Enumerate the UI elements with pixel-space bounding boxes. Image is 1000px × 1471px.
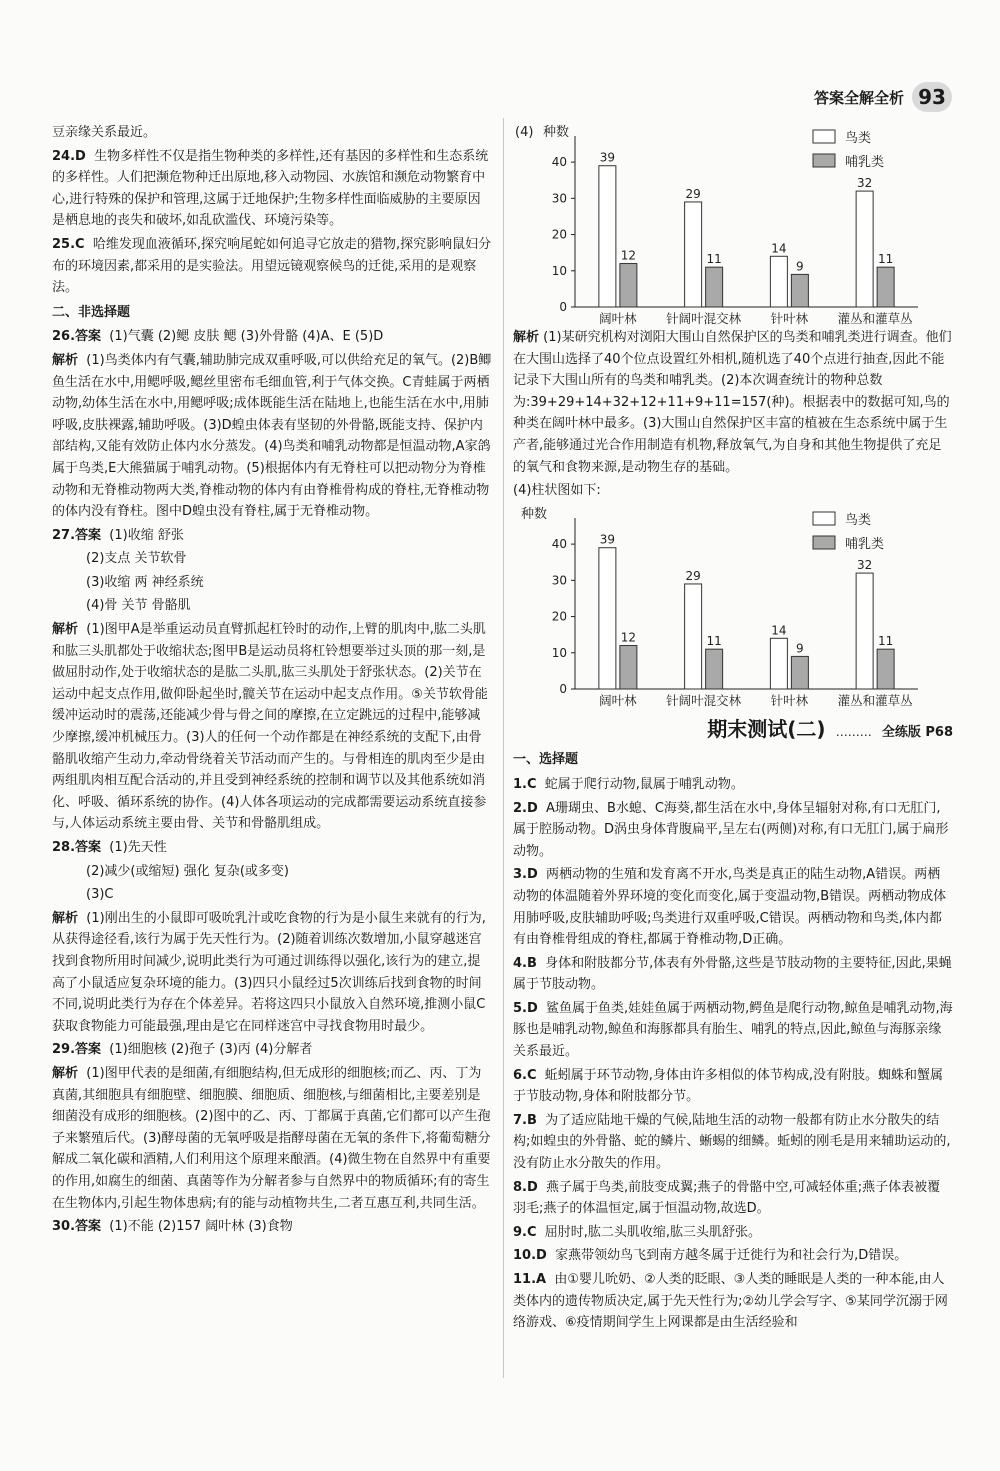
text-line: (2)支点 关节软骨 — [86, 551, 187, 567]
answer-item — [52, 350, 492, 523]
bar-birds — [770, 638, 787, 689]
answer-item — [52, 326, 492, 348]
answer-item — [52, 146, 492, 232]
item-label: 1.C — [513, 776, 537, 792]
x-tick-label: 阔叶林 — [599, 311, 637, 326]
exam-title-text: 期末测试(二) — [707, 716, 826, 741]
text-line: (2)减少(或缩短) 强化 复杂(或多变) — [86, 863, 289, 879]
answer-item — [513, 1222, 953, 1244]
data-label: 29 — [685, 186, 701, 201]
x-tick-label: 灌丛和灌草丛 — [837, 692, 913, 708]
data-label: 12 — [620, 248, 637, 263]
item-label: 9.C — [513, 1224, 537, 1240]
item-label: 2.D — [513, 800, 538, 816]
y-tick-label: 0 — [559, 300, 567, 314]
answer-item — [513, 1110, 953, 1175]
answer-item — [513, 1177, 953, 1220]
item-text: 家燕带领幼鸟飞到南方越冬属于迁徙行为和社会行为,D错误。 — [555, 1248, 908, 1264]
item-label: 29.答案 — [52, 1042, 102, 1058]
item-text: (1)收缩 舒张 — [109, 527, 184, 543]
bar-mammals — [620, 264, 637, 307]
y-tick-label: 10 — [551, 645, 567, 660]
item-label: 解析 — [52, 1065, 79, 1081]
data-label: 11 — [706, 633, 722, 648]
right-column — [513, 122, 953, 1336]
bar-mammals — [706, 267, 723, 307]
bar-mammals — [706, 649, 723, 689]
text-line: (3)收缩 两 神经系统 — [86, 574, 204, 590]
bar-mammals — [791, 656, 808, 689]
item-text: 两栖动物的生殖和发育离不开水,鸟类是真正的陆生动物,A错误。两栖动物的体温随着外界环境的变化而变化,属于变温动物,B错误。两栖动物成体用肺呼吸,皮肤辅助呼吸;鸟类进行双重呼吸,C错误。两栖动物和鸟类,体内都有由脊椎骨组成的脊柱,都属于脊椎动物,D正确。 — [513, 867, 947, 948]
bar-mammals — [791, 274, 808, 307]
item-label: 3.D — [513, 867, 538, 883]
data-label: 14 — [771, 623, 787, 638]
item-text: 由①婴儿吮奶、②人类的眨眼、③人类的睡眠是人类的一种本能,由人类体内的遗传物质决定,属于先天性行为;②幼儿学会写字、⑤某同学沉溺于网络游戏、⑥疫情期间学生上网课都是由生活经验和 — [513, 1272, 948, 1331]
data-label: 11 — [706, 252, 722, 267]
answer-item — [52, 1063, 492, 1214]
exam-title — [513, 716, 953, 744]
answer-item — [513, 953, 953, 996]
answer-item — [52, 837, 492, 859]
item-text: 身体和附肢都分节,体表有外骨骼,这些是节肢动物的主要特征,因此,果蝇属于节肢动物。 — [513, 955, 952, 993]
item-label: 27.答案 — [52, 527, 102, 543]
x-tick-label: 针叶林 — [770, 311, 809, 326]
column-divider — [503, 118, 504, 1378]
item-label: 解析 — [52, 910, 79, 926]
item-label: 6.C — [513, 1067, 537, 1083]
answer-item — [513, 1245, 953, 1267]
legend-label: 鸟类 — [845, 131, 872, 146]
item-text: (1)刚出生的小鼠即可吸吮乳汁或吃食物的行为是小鼠生来就有的行为,从获得途径看,该行为属于先天性行为。(2)随着训练次数增加,小鼠穿越迷宫找到食物所用时间减少,说明此类行为可通过训练得以强化,该行为的建立,提高了小鼠适应复杂环境的能力。(3)四只小鼠经过5次训练后找到食物的时间不同,说明此类行为存在个体差异。若将这四只小鼠放入自然环境,推测小鼠C获取食物能力可能最强,理由是它在同样迷宫中寻找食物用时最少。 — [52, 910, 486, 1034]
answer-item — [52, 1216, 492, 1238]
data-label: 32 — [856, 176, 873, 191]
data-label: 11 — [877, 633, 894, 648]
data-label: 32 — [856, 557, 873, 572]
item-text: 生物多样性不仅是指生物种类的多样性,还有基因的多样性和生态系统的多样性。人们把濒危物种迁出原地,移入动物园、水族馆和濒危动物繁育中心,进行特殊的保护和管理,这属于迁地保护;生物多样性面临威胁的主要原因是栖息地的丧失和破坏,如乱砍滥伐、环境污染等。 — [52, 148, 489, 229]
answer-item — [52, 234, 492, 299]
answer-item — [513, 774, 953, 796]
item-label: 8.D — [513, 1179, 538, 1195]
text-line: (4)骨 关节 骨骼肌 — [86, 598, 191, 614]
bar-birds — [685, 202, 702, 307]
header-title: 答案全解全析 — [813, 88, 904, 107]
item-text: (1)气囊 (2)鳃 皮肤 鳃 (3)外骨骼 (4)A、E (5)D — [109, 329, 384, 345]
analysis-30 — [513, 327, 953, 478]
item-text: 蚯蚓属于环节动物,身体由许多相似的体节构成,没有附肢。蜘蛛和蟹属于节肢动物,身体和附肢都分节。 — [513, 1067, 944, 1105]
item-label: 4.B — [513, 955, 537, 971]
exam-title-dots: ……… — [835, 724, 872, 739]
bar-birds — [770, 256, 787, 307]
bar-mammals — [877, 267, 894, 307]
data-label: 9 — [796, 259, 804, 274]
answer-item — [513, 798, 953, 863]
y-tick-label: 0 — [559, 681, 567, 696]
right-items — [513, 749, 953, 1333]
answer-item — [513, 1065, 953, 1108]
page-number: 93 — [912, 82, 952, 112]
item-label: 解析 — [52, 622, 79, 638]
item-label: 解析 — [52, 352, 79, 368]
legend-swatch — [813, 536, 835, 549]
text-line: (3)C — [86, 887, 114, 903]
bar-birds — [856, 573, 873, 689]
chart-prefix: (4) — [515, 125, 534, 140]
bar-chart-1-svg — [513, 122, 953, 327]
answer-item — [513, 998, 953, 1063]
item-text: (1)图甲A是举重运动员直臂抓起杠铃时的动作,上臂的肌肉中,肱二头肌和肱三头肌都处于收缩状态;图甲B是运动员将杠铃想要举过头顶的那一刻,是做屈肘动作,处于收缩状态的是肱二头肌,肱三头肌处于舒张状态。(2)关节在运动中起支点作用,做仰卧起坐时,髋关节在运动中起支点作用。⑤关节软骨能缓冲运动时的震荡,还能减少骨与骨之间的摩擦,在立定跳远的过程中,能够减少摩擦,缓冲机械压力。(3)人的任何一个动作都是在神经系统的支配下,由骨骼肌收缩产生动力,牵动骨绕着关节活动而产生的。与骨相连的肌肉至少是由两组肌肉相互配合活动的,并且受到神经系统的控制和调节以及其他系统如消化、呼吸、循环系统的协作。(4)人体各项运动的完成都需要运动系统直接参与,人体运动系统主要由骨、关节和骨骼肌组成。 — [52, 622, 488, 832]
x-tick-label: 针叶林 — [770, 692, 809, 708]
exam-title-ref: 全练版 P68 — [881, 724, 953, 740]
section-heading: 一、选择题 — [513, 752, 579, 768]
answer-item — [52, 525, 492, 547]
item-label: 25.C — [52, 236, 85, 252]
x-tick-label: 灌丛和灌草丛 — [837, 311, 913, 326]
text-line: 豆亲缘关系最近。 — [52, 125, 157, 140]
section-heading: 二、非选择题 — [52, 304, 131, 320]
x-tick-label: 针阔叶混交林 — [666, 311, 742, 326]
data-label: 14 — [771, 241, 787, 256]
data-label: 39 — [599, 532, 616, 547]
legend-swatch — [813, 130, 835, 143]
legend-swatch — [813, 154, 835, 167]
data-label: 9 — [796, 641, 804, 656]
y-tick-label: 10 — [551, 263, 567, 278]
item-label: 24.D — [52, 148, 86, 164]
y-axis-title: 种数 — [521, 506, 548, 522]
y-tick-label: 40 — [551, 536, 567, 551]
data-label: 39 — [599, 150, 616, 165]
x-tick-label: 阔叶林 — [599, 692, 637, 708]
item-label: 7.B — [513, 1112, 537, 1128]
item-text: (1)不能 (2)157 阔叶林 (3)食物 — [109, 1219, 293, 1235]
bar-chart-1 — [513, 122, 953, 327]
answer-item — [52, 619, 492, 835]
y-tick-label: 30 — [551, 573, 567, 588]
item-text: A珊瑚虫、B水螅、C海葵,都生活在水中,身体呈辐射对称,有口无肛门,属于腔肠动物。D涡虫身体背腹扁平,呈左右(两侧)对称,有口无肛门,属于扁形动物。 — [513, 800, 949, 859]
legend-swatch — [813, 512, 835, 525]
answer-item — [52, 908, 492, 1038]
data-label: 12 — [620, 630, 637, 645]
item-text: 屈肘时,肱二头肌收缩,肱三头肌舒张。 — [544, 1224, 762, 1240]
bar-chart-2-svg — [513, 504, 953, 709]
item-label: 5.D — [513, 1000, 538, 1016]
y-tick-label: 20 — [551, 609, 567, 624]
y-axis-title: 种数 — [543, 125, 570, 140]
legend-label: 哺乳类 — [845, 536, 885, 552]
item-label: 11.A — [513, 1272, 547, 1287]
y-tick-label: 40 — [551, 155, 567, 170]
item-text: 为了适应陆地干燥的气候,陆地生活的动物一般都有防止水分散失的结构;如蝗虫的外骨骼、蛇的鳞片、蜥蜴的细鳞。蚯蚓的刚毛是用来辅助运动的,没有防止水分散失的作用。 — [513, 1112, 951, 1172]
item-label: 30.答案 — [52, 1219, 102, 1235]
page-header — [814, 82, 952, 112]
item-text: 哈维发现血液循环,探究响尾蛇如何追寻它放走的猎物,探究影响鼠妇分布的环境因素,都采用的是实验法。用望远镜观察候鸟的迁徙,采用的是观察法。 — [52, 236, 492, 296]
data-label: 29 — [685, 568, 701, 583]
bar-mammals — [877, 649, 894, 689]
analysis-text: (1)某研究机构对浏阳大围山自然保护区的鸟类和哺乳类进行调查。他们在大围山选择了40个位点设置红外相机,随机选了40个点进行抽查,因此不能记录下大围山所有的鸟类和哺乳类。(2)本次调查统计的物种总数为:39+29+14+32+12+11+9+11=157(种)。根据表中的数据可知,鸟的种类在阔叶林中最多。(3)大围山自然保护区丰富的植被在生态系统中属于生产者,能够通过光合作用制造有机物,释放氧气,为自身和其他生物提供了充足的氧气和食物来源,是动物生存的基础。 — [513, 330, 952, 475]
item-text: 蛇属于爬行动物,鼠属于哺乳动物。 — [544, 776, 744, 792]
legend-label: 哺乳类 — [845, 155, 885, 170]
data-label: 11 — [877, 252, 894, 267]
analysis-label: 解析 — [513, 330, 540, 345]
answer-item — [52, 1039, 492, 1061]
x-tick-label: 针阔叶混交林 — [666, 692, 742, 708]
y-tick-label: 20 — [551, 227, 567, 242]
answer-item — [513, 864, 953, 950]
item-text: (1)图甲代表的是细菌,有细胞结构,但无成形的细胞核;而乙、丙、丁为真菌,其细胞具有细胞壁、细胞膜、细胞质、细胞核,与细菌相比,主要差别是细菌没有成形的细胞核。(2)图中的乙、丙、丁都属于真菌,它们都可以产生孢子来繁殖后代。(3)酵母菌的无氧呼吸是指酵母菌在无氧的条件下,将葡萄糖分解成二氧化碳和酒精,人们利用这个原理来酿酒。(4)微生物在自然界中有重要的作用,如腐生的细菌、真菌等作为分解者参与自然界中的物质循环;有的寄生在生物体内,引起生物体患病;有的能与动植物共生,二者互惠互利,共同生活。 — [52, 1065, 491, 1211]
bar-chart-2 — [513, 504, 953, 709]
item-text: (1)细胞核 (2)孢子 (3)丙 (4)分解者 — [109, 1042, 313, 1058]
item-label: 10.D — [513, 1248, 547, 1264]
y-tick-label: 30 — [551, 191, 567, 206]
item-text: 鲨鱼属于鱼类,娃娃鱼属于两栖动物,鳄鱼是爬行动物,鲸鱼是哺乳动物,海豚也是哺乳动物,鲸鱼和海豚都具有胎生、哺乳的特点,因此,鲸鱼与海豚亲缘关系最近。 — [513, 1000, 953, 1060]
item-text: (1)鸟类体内有气囊,辅助肺完成双重呼吸,可以供给充足的氧气。(2)B鲫鱼生活在水中,用鳃呼吸,鳃丝里密布毛细血管,利于气体交换。C青蛙属于两栖动物,幼体生活在水中,用鳃呼吸;成体既能生活在陆地上,也能生活在水中,用肺呼吸,皮肤裸露,辅助呼吸。(3)D蝗虫体表有坚韧的外骨骼,既能支持、保护内部结构,又能有效防止体内水分蒸发。(4)鸟类和哺乳动物都是恒温动物,A家鸽属于鸟类,E大熊猫属于哺乳动物。(5)根据体内有无脊柱可以把动物分为脊椎动物和无脊椎动物两大类,脊椎动物的体内有由脊椎骨构成的脊柱,无脊椎动物的体内没有脊柱。图中D蝗虫没有脊柱,属于无脊椎动物。 — [52, 352, 492, 520]
item-text: (1)先天性 — [109, 840, 167, 855]
item-text: 燕子属于鸟类,前肢变成翼;燕子的骨骼中空,可减轻体重;燕子体表被覆羽毛;燕子的体温恒定,属于恒温动物,故选D。 — [513, 1179, 941, 1217]
item-label: 28.答案 — [52, 840, 102, 855]
item-label: 26.答案 — [52, 329, 102, 345]
bar-birds — [685, 584, 702, 689]
bar-birds — [856, 191, 873, 307]
legend-label: 鸟类 — [845, 512, 872, 528]
bar-birds — [599, 547, 616, 688]
charts-intro: (4)柱状图如下: — [513, 483, 601, 499]
bar-mammals — [620, 645, 637, 688]
left-column — [52, 122, 492, 1240]
bar-birds — [599, 166, 616, 307]
answer-item — [513, 1269, 953, 1334]
